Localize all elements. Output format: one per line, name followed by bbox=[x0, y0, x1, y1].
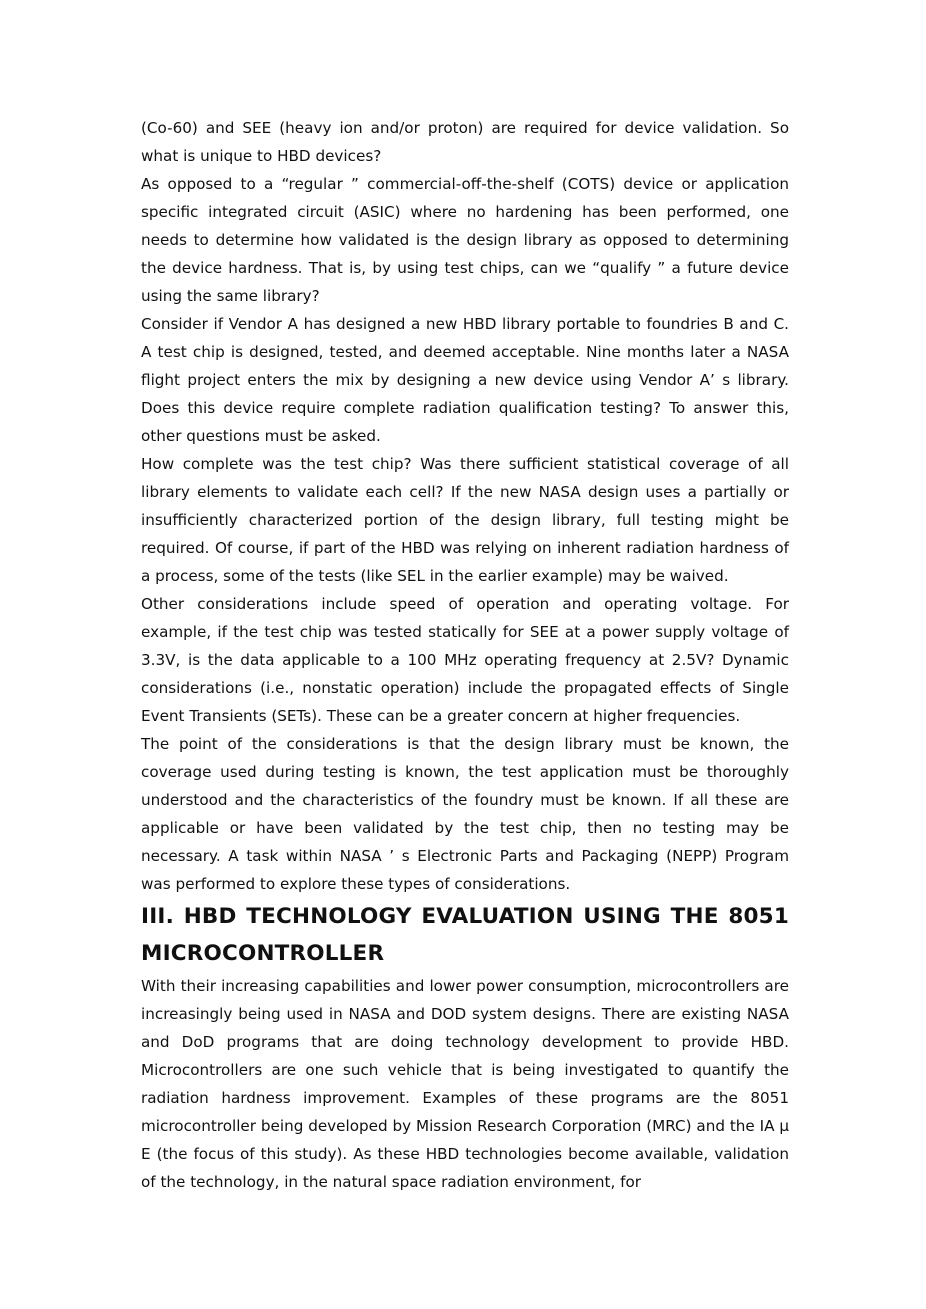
paragraph-cots-comparison: As opposed to a “regular ” commercial-off-the-shelf (COTS) device or application specific integrated circuit (ASIC) where no hardening has been performed, one needs to determine how validated is the design library as opposed to determining the device hardness. That is, by using test chips, can we “qualify ” a future device using the same library? bbox=[141, 175, 789, 305]
paragraph-considerations-summary: The point of the considerations is that the design library must be known, the coverage used during testing is known, the test application must be thoroughly understood and the characteristics of the foundry must be known. If all these are applicable or have been validated by the test chip, then no testing may be necessary. A task within NASA ’ s Electronic Parts and Packaging (NEPP) Program was performed to explore these types of considerations. bbox=[141, 735, 789, 893]
section-heading: III. HBD TECHNOLOGY EVALUATION USING THE 8051 MICROCONTROLLER bbox=[141, 904, 789, 966]
paragraph-vendor-scenario: Consider if Vendor A has designed a new HBD library portable to foundries B and C. A test chip is designed, tested, and deemed acceptable. Nine months later a NASA flight project enters the mix by designing a new device using Vendor A’ s library. Does this device require complete radiation qualification testing? To answer this, other questions must be asked. bbox=[141, 315, 789, 445]
paragraph-radiation-tests: (Co-60) and SEE (heavy ion and/or proton) are required for device validation. So what is unique to HBD devices? bbox=[141, 119, 789, 165]
paragraph-microcontrollers: With their increasing capabilities and lower power consumption, microcontrollers are increasingly being used in NASA and DOD system designs. There are existing NASA and DoD programs that are doing technology development to provide HBD. Microcontrollers are one such vehicle that is being investigated to quantify the radiation hardness improvement. Examples of these programs are the 8051 microcontroller being developed by Mission Research Corporation (MRC) and the IA μ E (the focus of this study). As these HBD technologies become available, validation of the technology, in the natural space radiation environment, for bbox=[141, 977, 789, 1191]
document-page bbox=[141, 114, 789, 1196]
paragraph-operating-conditions: Other considerations include speed of operation and operating voltage. For example, if the test chip was tested statically for SEE at a power supply voltage of 3.3V, is the data applicable to a 100 MHz operating frequency at 2.5V? Dynamic considerations (i.e., nonstatic operation) include the propagated effects of Single Event Transients (SETs). These can be a greater concern at higher frequencies. bbox=[141, 595, 789, 725]
paragraph-test-chip-coverage: How complete was the test chip? Was there sufficient statistical coverage of all library elements to validate each cell? If the new NASA design uses a partially or insufficiently characterized portion of the design library, full testing might be required. Of course, if part of the HBD was relying on inherent radiation hardness of a process, some of the tests (like SEL in the earlier example) may be waived. bbox=[141, 455, 789, 585]
